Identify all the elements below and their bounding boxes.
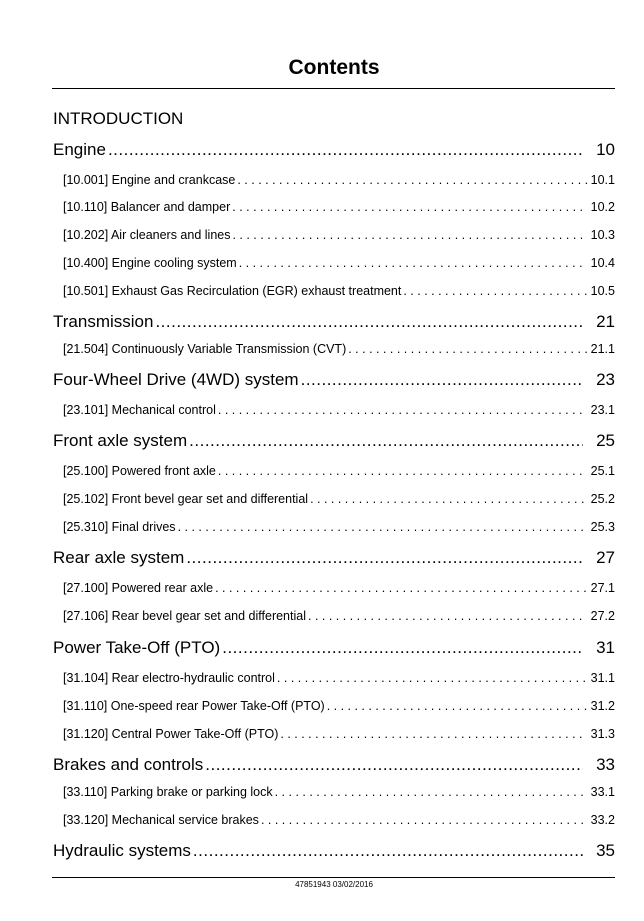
toc-entry-page: 25.1 xyxy=(590,464,615,478)
toc-section-page: 35 xyxy=(596,841,615,860)
toc-section-title: Rear axle system xyxy=(53,548,185,567)
dot-leader xyxy=(261,812,587,828)
toc-entry-25-102[interactable] xyxy=(63,491,615,507)
toc-entry-page: 10.3 xyxy=(590,228,615,242)
dot-leader xyxy=(280,726,586,742)
toc-entry-10-501[interactable] xyxy=(63,283,615,299)
dot-leader xyxy=(277,670,587,686)
toc-section-rear-axle[interactable] xyxy=(53,547,615,569)
toc-entry-10-202[interactable] xyxy=(63,227,615,243)
toc-entry-page: 25.3 xyxy=(590,520,615,534)
dot-leader xyxy=(205,754,583,776)
toc-section-title: Four-Wheel Drive (4WD) system xyxy=(53,370,299,389)
toc-entry-title: [23.101] Mechanical control xyxy=(63,403,216,417)
title-divider xyxy=(52,88,615,89)
toc-entry-title: [10.001] Engine and crankcase xyxy=(63,173,236,187)
dot-leader xyxy=(403,283,586,299)
dot-leader xyxy=(275,784,587,800)
dot-leader xyxy=(348,341,586,357)
toc-entry-33-120[interactable] xyxy=(63,812,615,828)
toc-section-pto[interactable] xyxy=(53,637,615,659)
dot-leader xyxy=(186,547,583,569)
toc-entry-page: 25.2 xyxy=(590,492,615,506)
toc-entry-10-110[interactable] xyxy=(63,199,615,215)
toc-section-page: 27 xyxy=(596,548,615,567)
toc-entry-page: 10.4 xyxy=(590,256,615,270)
toc-entry-title: [33.120] Mechanical service brakes xyxy=(63,813,259,827)
toc-section-title: Front axle system xyxy=(53,431,188,450)
toc-section-brakes[interactable] xyxy=(53,754,615,776)
dot-leader xyxy=(308,608,587,624)
dot-leader xyxy=(237,172,586,188)
dot-leader xyxy=(218,402,587,418)
toc-section-page: 21 xyxy=(596,312,615,331)
toc-section-transmission[interactable] xyxy=(53,311,615,333)
toc-section-title: Power Take-Off (PTO) xyxy=(53,638,221,657)
dot-leader xyxy=(239,255,587,271)
toc-entry-title: [25.102] Front bevel gear set and differential xyxy=(63,492,309,506)
footer-document-id: 47851943 03/02/2016 xyxy=(295,880,373,889)
toc-entry-27-106[interactable] xyxy=(63,608,615,624)
toc-entry-page: 21.1 xyxy=(590,342,615,356)
toc-section-page: 31 xyxy=(596,638,615,657)
dot-leader xyxy=(232,227,586,243)
toc-entry-title: [10.110] Balancer and damper xyxy=(63,200,231,214)
toc-entry-25-100[interactable] xyxy=(63,463,615,479)
toc-entry-title: [21.504] Continuously Variable Transmission (CVT) xyxy=(63,342,347,356)
toc-entry-title: [25.310] Final drives xyxy=(63,520,176,534)
toc-entry-title: [33.110] Parking brake or parking lock xyxy=(63,785,273,799)
toc-entry-31-120[interactable] xyxy=(63,726,615,742)
toc-entry-title: [10.501] Exhaust Gas Recirculation (EGR) exhaust treatment xyxy=(63,284,402,298)
toc-entry-page: 10.5 xyxy=(590,284,615,298)
toc-entry-page: 10.1 xyxy=(590,173,615,187)
toc-section-page: 25 xyxy=(596,431,615,450)
dot-leader xyxy=(222,637,583,659)
dot-leader xyxy=(215,580,587,596)
toc-entry-page: 31.3 xyxy=(590,727,615,741)
toc-section-front-axle[interactable] xyxy=(53,430,615,452)
toc-entry-21-504[interactable] xyxy=(63,341,615,357)
dot-leader xyxy=(232,199,586,215)
toc-section-title: Engine xyxy=(53,140,106,159)
toc-entry-10-001[interactable] xyxy=(63,172,615,188)
toc-entry-page: 23.1 xyxy=(590,403,615,417)
toc-entry-title: [31.104] Rear electro-hydraulic control xyxy=(63,671,275,685)
toc-section-4wd[interactable] xyxy=(53,369,615,391)
toc-section-hydraulic[interactable] xyxy=(53,840,615,862)
dot-leader xyxy=(310,491,587,507)
dot-leader xyxy=(155,311,583,333)
dot-leader xyxy=(189,430,583,452)
toc-entry-31-104[interactable] xyxy=(63,670,615,686)
dot-leader xyxy=(108,139,583,161)
dot-leader xyxy=(301,369,583,391)
toc-introduction[interactable]: INTRODUCTION xyxy=(53,109,184,128)
toc-entry-page: 10.2 xyxy=(590,200,615,214)
toc-entry-page: 31.2 xyxy=(590,699,615,713)
toc-entry-page: 33.1 xyxy=(590,785,615,799)
toc-section-title: Transmission xyxy=(53,312,154,331)
toc-entry-title: [27.100] Powered rear axle xyxy=(63,581,214,595)
dot-leader xyxy=(218,463,587,479)
dot-leader xyxy=(327,698,587,714)
toc-entry-23-101[interactable] xyxy=(63,402,615,418)
toc-section-page: 23 xyxy=(596,370,615,389)
toc-entry-title: [10.400] Engine cooling system xyxy=(63,256,237,270)
toc-section-page: 10 xyxy=(596,140,615,159)
toc-entry-10-400[interactable] xyxy=(63,255,615,271)
toc-entry-title: [27.106] Rear bevel gear set and differential xyxy=(63,609,306,623)
toc-entry-page: 27.2 xyxy=(590,609,615,623)
page-title: Contents xyxy=(288,56,380,79)
toc-entry-title: [31.120] Central Power Take-Off (PTO) xyxy=(63,727,279,741)
toc-section-title: Hydraulic systems xyxy=(53,841,191,860)
dot-leader xyxy=(178,519,587,535)
toc-entry-page: 27.1 xyxy=(590,581,615,595)
toc-entry-27-100[interactable] xyxy=(63,580,615,596)
toc-entry-25-310[interactable] xyxy=(63,519,615,535)
toc-entry-title: [25.100] Powered front axle xyxy=(63,464,216,478)
toc-entry-page: 33.2 xyxy=(590,813,615,827)
toc-section-engine[interactable] xyxy=(53,139,615,161)
toc-entry-33-110[interactable] xyxy=(63,784,615,800)
toc-section-page: 33 xyxy=(596,755,615,774)
toc-entry-31-110[interactable] xyxy=(63,698,615,714)
toc-section-title: Brakes and controls xyxy=(53,755,204,774)
dot-leader xyxy=(193,840,583,862)
toc-entry-title: [10.202] Air cleaners and lines xyxy=(63,228,231,242)
toc-entry-title: [31.110] One-speed rear Power Take-Off (PTO) xyxy=(63,699,325,713)
footer-divider xyxy=(52,877,615,878)
toc-entry-page: 31.1 xyxy=(590,671,615,685)
